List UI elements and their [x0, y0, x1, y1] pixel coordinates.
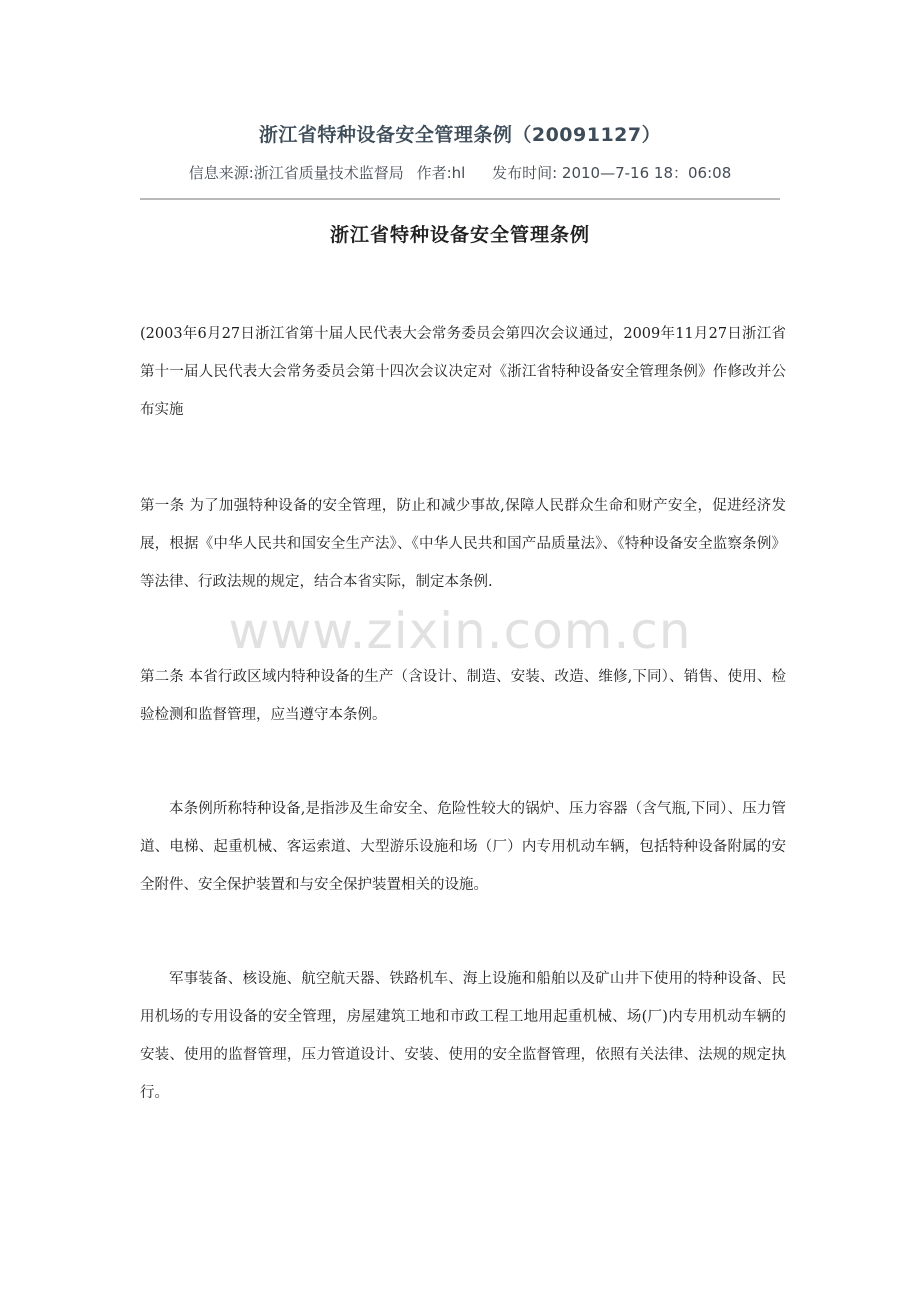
special-equipment-definition-paragraph: 本条例所称特种设备,是指涉及生命安全、危险性较大的锅炉、压力容器（含气瓶,下同）、压力管道、电梯、起重机械、客运索道、大型游乐设施和场（厂）内专用机动车辆，包括特种设备附属的安全附件、安全保护装置和与安全保护装置相关的设施。	[140, 801, 786, 893]
title-divider	[140, 198, 780, 200]
document-title: 浙江省特种设备安全管理条例（20091127）	[258, 124, 662, 146]
preamble-paragraph: (2003年6月27日浙江省第十届人民代表大会常务委员会第四次会议通过，2009年11月27日浙江省第十一届人民代表大会常务委员会第十四次会议决定对《浙江省特种设备安全管理条例》作修改并公布实施	[140, 326, 786, 418]
article-2-paragraph: 第二条 本省行政区域内特种设备的生产（含设计、制造、安装、改造、维修,下同）、销售、使用、检验检测和监督管理，应当遵守本条例。	[140, 669, 786, 723]
document-meta	[0, 162, 920, 183]
regulation-heading: 浙江省特种设备安全管理条例	[329, 224, 590, 246]
site-watermark: www.zixin.com.cn	[228, 602, 692, 660]
exclusions-paragraph: 军事装备、核设施、航空航天器、铁路机车、海上设施和船舶以及矿山井下使用的特种设备、民用机场的专用设备的安全管理，房屋建筑工地和市政工程工地用起重机械、场(厂)内专用机动车辆的安装、使用的监督管理，压力管道设计、安装、使用的安全监督管理，依照有关法律、法规的规定执行。	[140, 971, 786, 1101]
meta-source: 信息来源:浙江省质量技术监督局	[188, 164, 404, 182]
meta-published: 发布时间: 2010—7-16 18：06:08	[492, 164, 732, 182]
meta-author: 作者:hl	[416, 164, 466, 182]
article-1-paragraph: 第一条 为了加强特种设备的安全管理，防止和减少事故,保障人民群众生命和财产安全，促进经济发展，根据《中华人民共和国安全生产法》、《中华人民共和国产品质量法》、《特种设备安全监察条例》等法律、行政法规的规定，结合本省实际，制定本条例.	[140, 498, 786, 590]
